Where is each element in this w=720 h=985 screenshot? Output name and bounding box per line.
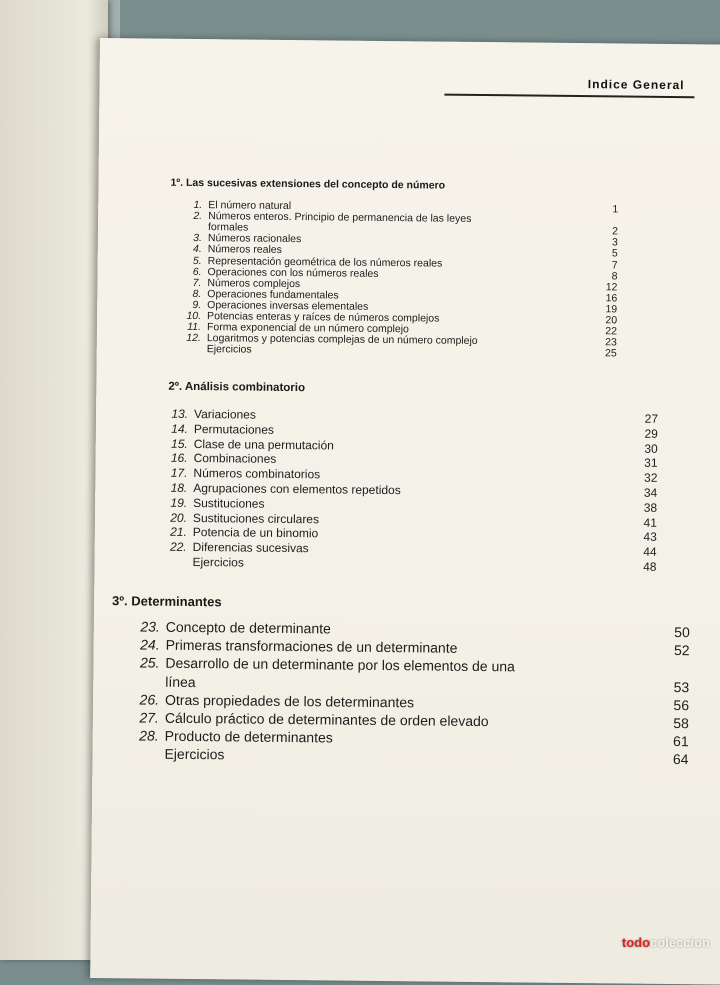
- entry-text: Operaciones inversas elementales: [207, 299, 368, 313]
- entry-page-number: 61: [649, 733, 689, 749]
- entry-page-number: 34: [617, 485, 657, 499]
- toc-entry[interactable]: [112, 636, 458, 656]
- entry-number: 6.: [169, 265, 201, 277]
- entry-number: 12.: [169, 332, 201, 344]
- entry-text: Producto de determinantes: [165, 728, 333, 746]
- entry-number: 24.: [112, 636, 160, 653]
- entry-text: Operaciones fundamentales: [207, 288, 338, 301]
- toc-entry[interactable]: [111, 673, 196, 690]
- entry-text: Números enteros. Principio de permanencia de las leyes: [208, 210, 471, 225]
- entry-number: 11.: [169, 321, 201, 333]
- entry-page-number: 7: [578, 259, 618, 271]
- chapter-title: 3º. Determinantes: [112, 593, 222, 609]
- entry-page-number: 38: [617, 500, 657, 514]
- entry-number: 1.: [170, 199, 202, 211]
- entry-text: Ejercicios: [192, 555, 244, 570]
- entry-page-number: 56: [649, 697, 689, 713]
- entry-page-number: 19: [577, 303, 617, 315]
- entry-page-number: 64: [648, 751, 688, 767]
- entry-text: formales: [208, 221, 248, 233]
- entry-number: [110, 759, 158, 760]
- entry-number: 7.: [169, 276, 201, 288]
- entry-number: 19.: [151, 495, 187, 509]
- toc-entry[interactable]: [152, 436, 334, 452]
- entry-text: Ejercicios: [164, 746, 224, 763]
- entry-text: Sustituciones: [193, 496, 265, 511]
- watermark-suffix: coleccion: [650, 935, 710, 950]
- entry-page-number: 20: [577, 314, 617, 326]
- entry-page-number: 41: [617, 515, 657, 529]
- entry-number: [111, 686, 159, 687]
- entry-text: Cálculo práctico de determinantes de orden elevado: [165, 710, 489, 729]
- entry-text: Números complejos: [207, 277, 300, 290]
- toc-entry[interactable]: [111, 727, 333, 745]
- toc-entry[interactable]: [110, 746, 224, 763]
- entry-text: Números reales: [208, 244, 282, 257]
- entry-text: Desarrollo de un determinante por los elementos de una: [165, 655, 515, 675]
- entry-page-number: 23: [577, 336, 617, 348]
- entry-page-number: 43: [617, 530, 657, 544]
- entry-number: 26.: [111, 691, 159, 708]
- entry-number: 20.: [151, 510, 187, 524]
- toc-entry[interactable]: [169, 343, 252, 356]
- entry-page-number: 1: [578, 203, 618, 215]
- page-header-title: Indice General: [464, 76, 684, 92]
- entry-number: 14.: [152, 421, 188, 435]
- entry-page-number: 31: [618, 456, 658, 470]
- chapter-title: 1º. Las sucesivas extensiones del concepto de número: [170, 177, 445, 192]
- entry-number: 18.: [151, 481, 187, 495]
- toc-entry[interactable]: [151, 481, 401, 498]
- entry-text: Potencia de un binomio: [193, 525, 319, 540]
- entry-number: 4.: [170, 243, 202, 255]
- entry-text: línea: [165, 673, 196, 689]
- entry-page-number: 30: [618, 441, 658, 455]
- toc-entry[interactable]: [151, 466, 320, 482]
- entry-text: Representación geométrica de los números reales: [208, 255, 443, 269]
- entry-page-number: 58: [649, 715, 689, 731]
- entry-number: 16.: [152, 451, 188, 465]
- toc-entry[interactable]: [152, 421, 274, 436]
- toc-entry[interactable]: [151, 540, 309, 556]
- toc-entry[interactable]: [151, 510, 319, 526]
- book-page: [90, 38, 720, 985]
- entry-page-number: 5: [578, 247, 618, 259]
- entry-page-number: 48: [616, 559, 656, 573]
- entry-text: Sustituciones circulares: [193, 511, 319, 526]
- entry-number: 15.: [152, 436, 188, 450]
- entry-page-number: 50: [650, 624, 690, 640]
- entry-number: 5.: [170, 254, 202, 266]
- entry-text: Permutaciones: [194, 422, 274, 437]
- entry-text: Otras propiedades de los determinantes: [165, 692, 414, 711]
- entry-number: 13.: [152, 407, 188, 421]
- toc-entry[interactable]: [150, 555, 244, 570]
- entry-text: Números combinatorios: [193, 466, 320, 481]
- entry-number: 3.: [170, 232, 202, 244]
- entry-page-number: 52: [650, 642, 690, 658]
- entry-number: 8.: [169, 288, 201, 300]
- entry-page-number: 12: [577, 281, 617, 293]
- entry-text: Concepto de determinante: [166, 619, 331, 637]
- entry-page-number: 22: [577, 325, 617, 337]
- toc-entry[interactable]: [151, 525, 319, 541]
- entry-page-number: 16: [577, 292, 617, 304]
- entry-number: 23.: [112, 618, 160, 635]
- entry-page-number: 8: [577, 270, 617, 282]
- entry-text: Ejercicios: [207, 343, 252, 355]
- entry-text: Números racionales: [208, 232, 301, 245]
- entry-number: 9.: [169, 299, 201, 311]
- chapter-title: 2º. Análisis combinatorio: [168, 381, 305, 394]
- entry-page-number: 32: [617, 471, 657, 485]
- watermark: [622, 935, 710, 950]
- entry-page-number: 29: [618, 426, 658, 440]
- entry-text: Diferencias sucesivas: [193, 540, 309, 555]
- toc-entry[interactable]: [111, 691, 414, 710]
- entry-text: Combinaciones: [194, 451, 277, 466]
- entry-page-number: 2: [578, 225, 618, 237]
- entry-number: 25.: [111, 655, 159, 672]
- entry-text: Potencias enteras y raíces de números complejos: [207, 310, 439, 324]
- entry-page-number: 44: [617, 545, 657, 559]
- toc-entry[interactable]: [112, 618, 331, 636]
- entry-page-number: 53: [649, 678, 689, 694]
- entry-page-number: 27: [618, 411, 658, 425]
- header-rule: [444, 94, 694, 99]
- entry-text: Variaciones: [194, 407, 256, 422]
- entry-number: 27.: [111, 709, 159, 726]
- toc-entry[interactable]: [111, 709, 489, 729]
- toc-entry[interactable]: [152, 407, 256, 422]
- entry-number: 28.: [111, 727, 159, 744]
- entry-number: 22.: [151, 540, 187, 554]
- entry-number: 2.: [170, 210, 202, 222]
- entry-text: Primeras transformaciones de un determinante: [166, 637, 458, 656]
- entry-text: Clase de una permutación: [194, 437, 334, 452]
- table-of-contents: [100, 38, 720, 45]
- toc-entry[interactable]: [151, 495, 265, 510]
- entry-number: 21.: [151, 525, 187, 539]
- entry-page-number: 3: [578, 236, 618, 248]
- entry-text: Agrupaciones con elementos repetidos: [193, 481, 401, 497]
- entry-text: Forma exponencial de un número complejo: [207, 321, 409, 335]
- toc-entry[interactable]: [152, 451, 277, 466]
- watermark-prefix: todo: [622, 935, 650, 950]
- toc-entry[interactable]: [111, 655, 515, 675]
- entry-number: 17.: [151, 466, 187, 480]
- entry-page-number: 25: [577, 347, 617, 359]
- entry-number: 10.: [169, 310, 201, 322]
- entry-text: El número natural: [208, 199, 291, 212]
- entry-text: Logaritmos y potencias complejas de un número complejo: [207, 332, 478, 347]
- entry-text: Operaciones con los números reales: [207, 266, 378, 280]
